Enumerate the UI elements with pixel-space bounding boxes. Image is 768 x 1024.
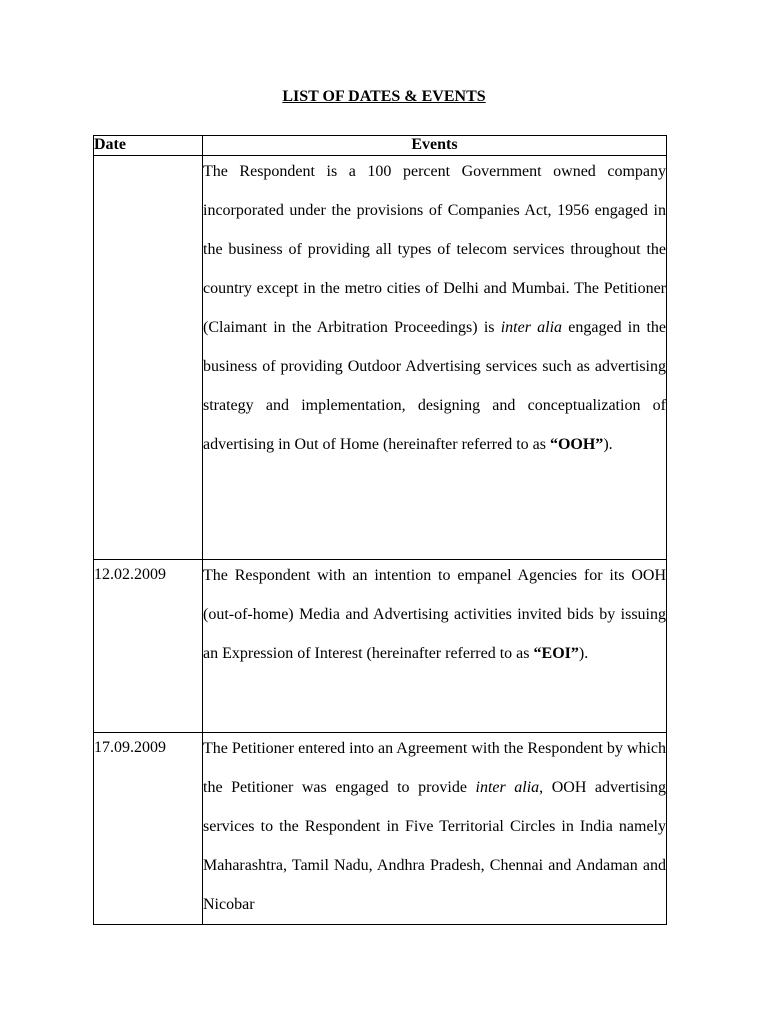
italic-term: inter alia [500,319,563,336]
event-text-segment: ). [578,645,589,662]
dates-events-table [93,135,667,925]
defined-term: “OOH” [549,436,604,453]
table-row [94,156,667,560]
page-title: LIST OF DATES & EVENTS [282,88,486,105]
date-cell [94,156,203,560]
event-cell [203,733,667,925]
events-column-header: Events [203,136,667,156]
event-text [203,152,666,464]
table-row [94,733,667,925]
table-row [94,560,667,733]
date-cell: 17.09.2009 [94,733,203,925]
event-cell [203,560,667,733]
event-text-segment: , OOH advertising services to the Respondent in Five Territorial Circles in India namely Maharashtra, Tamil Nadu, Andhra Pradesh, Chennai and Andaman and Nicobar [203,779,667,913]
date-cell: 12.02.2009 [94,560,203,733]
event-text [203,556,666,673]
event-text-segment: engaged in the business of providing Outdoor Advertising services such as advertising strategy and implementation, designing and conceptualization of advertising in Out of Home (hereinafter referred to as [203,319,667,453]
italic-term: inter alia [475,779,540,796]
event-cell [203,156,667,560]
event-text-segment: The Respondent with an intention to empanel Agencies for its OOH (out-of-home) Media and Advertising activities invited bids by issuing an Expression of Interest (hereinafter referred to as [203,567,666,662]
date-column-header: Date [94,136,203,156]
event-text-segment: The Petitioner entered into an Agreement with the Respondent by which the Petitioner was engaged to provide [203,740,666,796]
event-text-segment: ). [603,436,613,453]
event-text-segment: The Respondent is a 100 percent Government owned company incorporated under the provisions of Companies Act, 1956 engaged in the business of providing all types of telecom services throughout the country except in the metro cities of Delhi and Mumbai. The Petitioner (Claimant in the Arbitration Proceedings) is [203,163,666,336]
event-text [203,729,666,924]
defined-term: “EOI” [533,645,579,662]
